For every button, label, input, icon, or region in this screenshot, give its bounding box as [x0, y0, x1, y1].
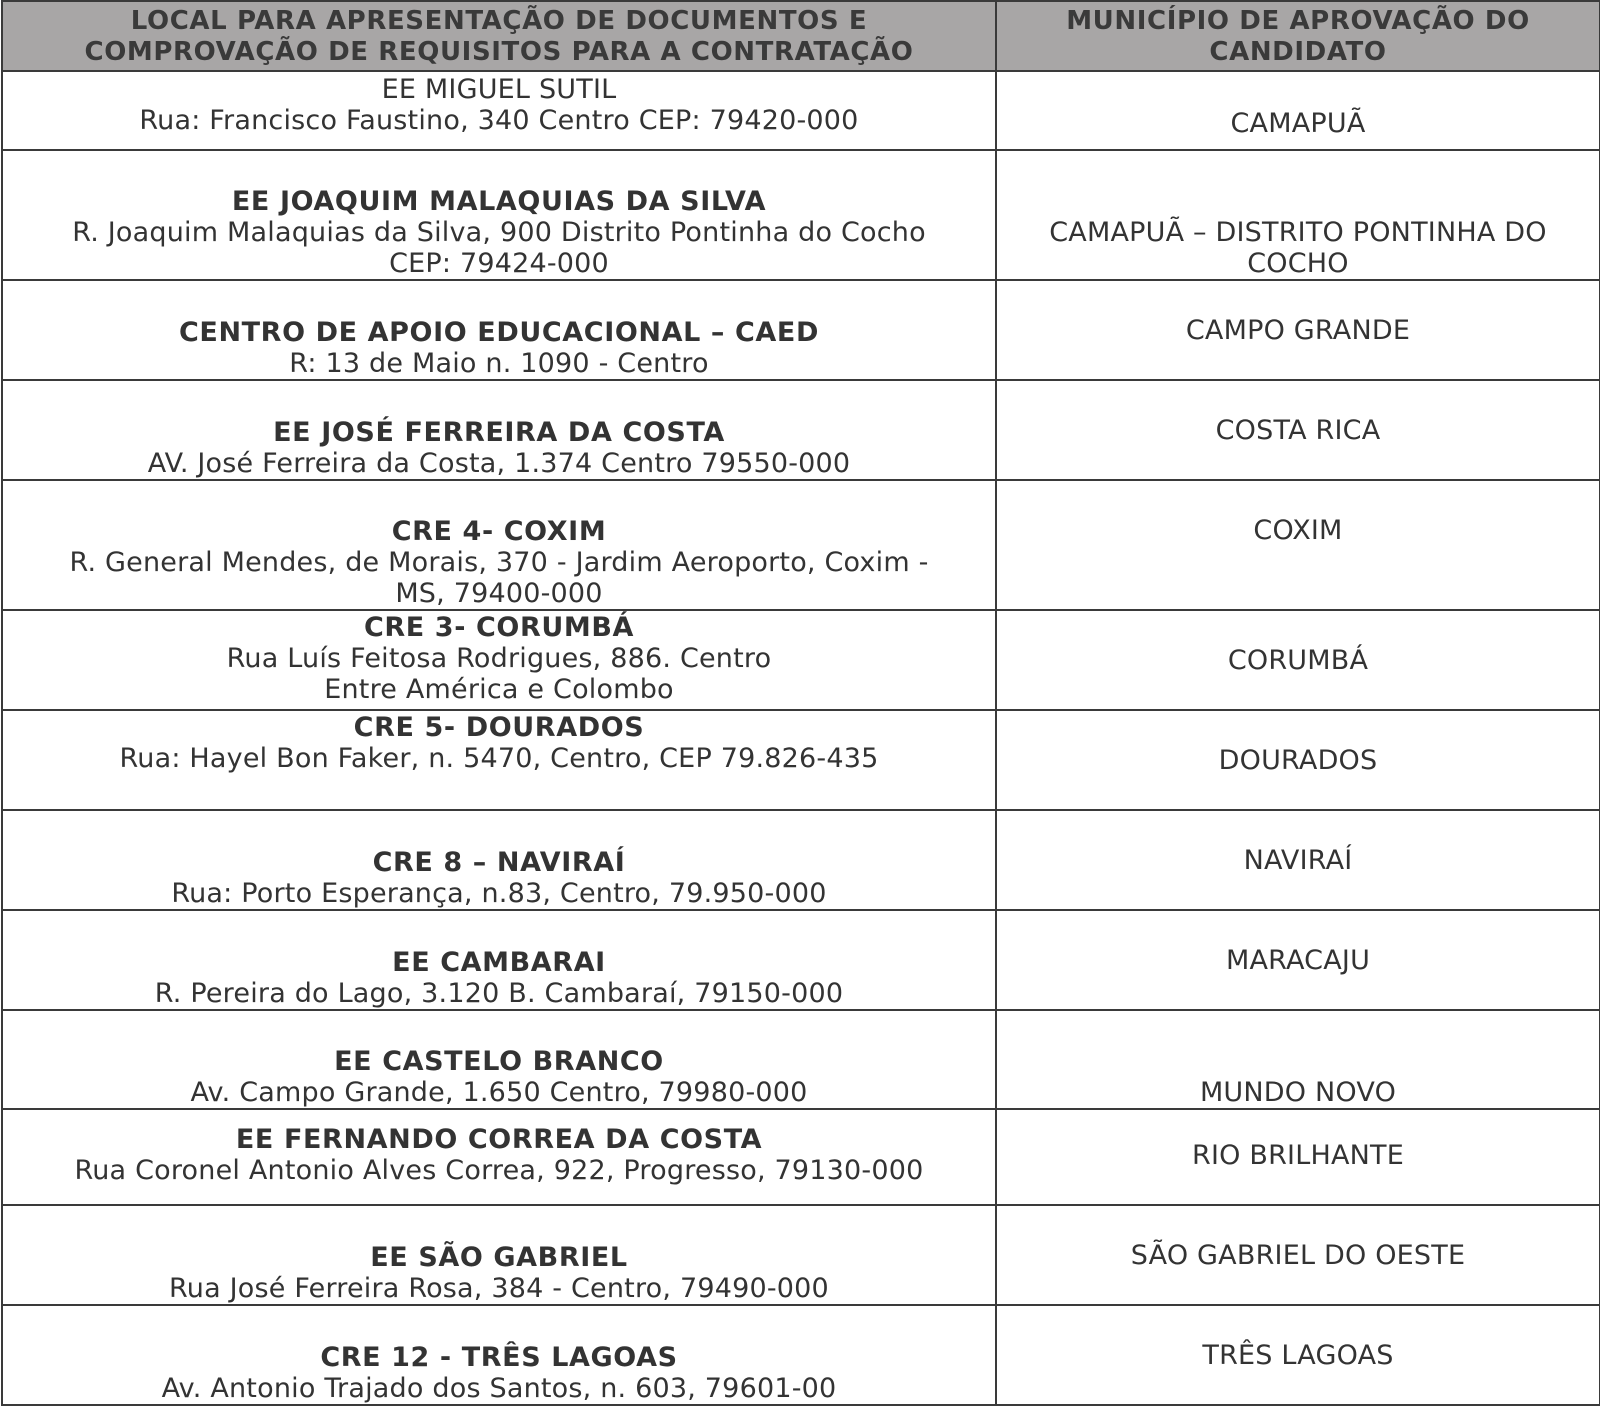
location-cell	[2, 1205, 996, 1305]
location-cell	[2, 710, 996, 810]
location-cell	[2, 150, 996, 280]
table-header-row	[2, 1, 1600, 71]
location-address: Av. Antonio Trajado dos Santos, n. 603, 79601-00	[161, 1373, 837, 1404]
table-row	[2, 71, 1600, 150]
municipio-cell: COXIM	[996, 480, 1600, 610]
location-cell	[2, 71, 996, 150]
table-row	[2, 810, 1600, 910]
header-municipio: MUNICÍPIO DE APROVAÇÃO DO CANDIDATO	[996, 1, 1600, 71]
location-name: CENTRO DE APOIO EDUCACIONAL – CAED	[179, 317, 819, 348]
location-name: EE SÃO GABRIEL	[370, 1242, 628, 1273]
location-cell	[2, 610, 996, 710]
municipio-cell: COSTA RICA	[996, 380, 1600, 480]
location-name: CRE 12 - TRÊS LAGOAS	[320, 1342, 678, 1373]
location-name: EE JOAQUIM MALAQUIAS DA SILVA	[231, 186, 767, 217]
location-name: CRE 3- CORUMBÁ	[363, 612, 635, 643]
table-row	[2, 380, 1600, 480]
location-cell	[2, 910, 996, 1010]
location-cell	[2, 810, 996, 910]
location-name: CRE 4- COXIM	[391, 516, 607, 547]
location-address: R: 13 de Maio n. 1090 - Centro	[289, 348, 709, 379]
table-row	[2, 910, 1600, 1010]
table-row	[2, 1305, 1600, 1405]
municipio-cell: TRÊS LAGOAS	[996, 1305, 1600, 1405]
municipio-cell: CAMAPUÃ	[996, 71, 1600, 150]
location-name: EE MIGUEL SUTIL	[381, 74, 617, 105]
location-address: R. Joaquim Malaquias da Silva, 900 Distrito Pontinha do Cocho CEP: 79424-000	[72, 217, 926, 279]
location-address: R. General Mendes, de Morais, 370 - Jardim Aeroporto, Coxim - MS, 79400-000	[69, 547, 929, 609]
location-cell	[2, 380, 996, 480]
locations-table	[1, 0, 1600, 1406]
municipio-cell: DOURADOS	[996, 710, 1600, 810]
table-row	[2, 610, 1600, 710]
table-row	[2, 280, 1600, 380]
municipio-cell: CAMPO GRANDE	[996, 280, 1600, 380]
location-cell	[2, 1109, 996, 1205]
location-address: R. Pereira do Lago, 3.120 B. Cambaraí, 79150-000	[154, 978, 844, 1009]
municipio-cell: SÃO GABRIEL DO OESTE	[996, 1205, 1600, 1305]
table-row	[2, 150, 1600, 280]
location-address: Rua José Ferreira Rosa, 384 - Centro, 79490-000	[169, 1273, 829, 1304]
table-row	[2, 480, 1600, 610]
header-local: LOCAL PARA APRESENTAÇÃO DE DOCUMENTOS E COMPROVAÇÃO DE REQUISITOS PARA A CONTRATAÇÃO	[2, 1, 996, 71]
table-row	[2, 1109, 1600, 1205]
location-name: CRE 5- DOURADOS	[353, 712, 645, 743]
location-address: Rua: Francisco Faustino, 340 Centro CEP: 79420-000	[139, 105, 859, 136]
location-cell	[2, 1305, 996, 1405]
location-name: CRE 8 – NAVIRAÍ	[372, 847, 626, 878]
municipio-cell: MARACAJU	[996, 910, 1600, 1010]
location-name: EE CASTELO BRANCO	[334, 1046, 664, 1077]
table-row	[2, 710, 1600, 810]
municipio-cell: NAVIRAÍ	[996, 810, 1600, 910]
municipio-cell: RIO BRILHANTE	[996, 1109, 1600, 1205]
municipio-cell: CAMAPUÃ – DISTRITO PONTINHA DO COCHO	[996, 150, 1600, 280]
location-address: AV. José Ferreira da Costa, 1.374 Centro 79550-000	[147, 448, 851, 479]
location-cell	[2, 480, 996, 610]
location-address: Rua Luís Feitosa Rodrigues, 886. Centro Entre América e Colombo	[226, 643, 772, 705]
location-name: EE JOSÉ FERREIRA DA COSTA	[273, 417, 725, 448]
location-address: Rua: Hayel Bon Faker, n. 5470, Centro, CEP 79.826-435	[119, 743, 879, 774]
table-row	[2, 1010, 1600, 1109]
location-address: Rua: Porto Esperança, n.83, Centro, 79.950-000	[171, 878, 827, 909]
location-address: Rua Coronel Antonio Alves Correa, 922, Progresso, 79130-000	[74, 1155, 924, 1186]
location-cell	[2, 280, 996, 380]
table-row	[2, 1205, 1600, 1305]
location-name: EE CAMBARAI	[392, 947, 606, 978]
location-name: EE FERNANDO CORREA DA COSTA	[235, 1124, 763, 1155]
location-cell	[2, 1010, 996, 1109]
municipio-cell: MUNDO NOVO	[996, 1010, 1600, 1109]
location-address: Av. Campo Grande, 1.650 Centro, 79980-000	[190, 1077, 808, 1108]
municipio-cell: CORUMBÁ	[996, 610, 1600, 710]
